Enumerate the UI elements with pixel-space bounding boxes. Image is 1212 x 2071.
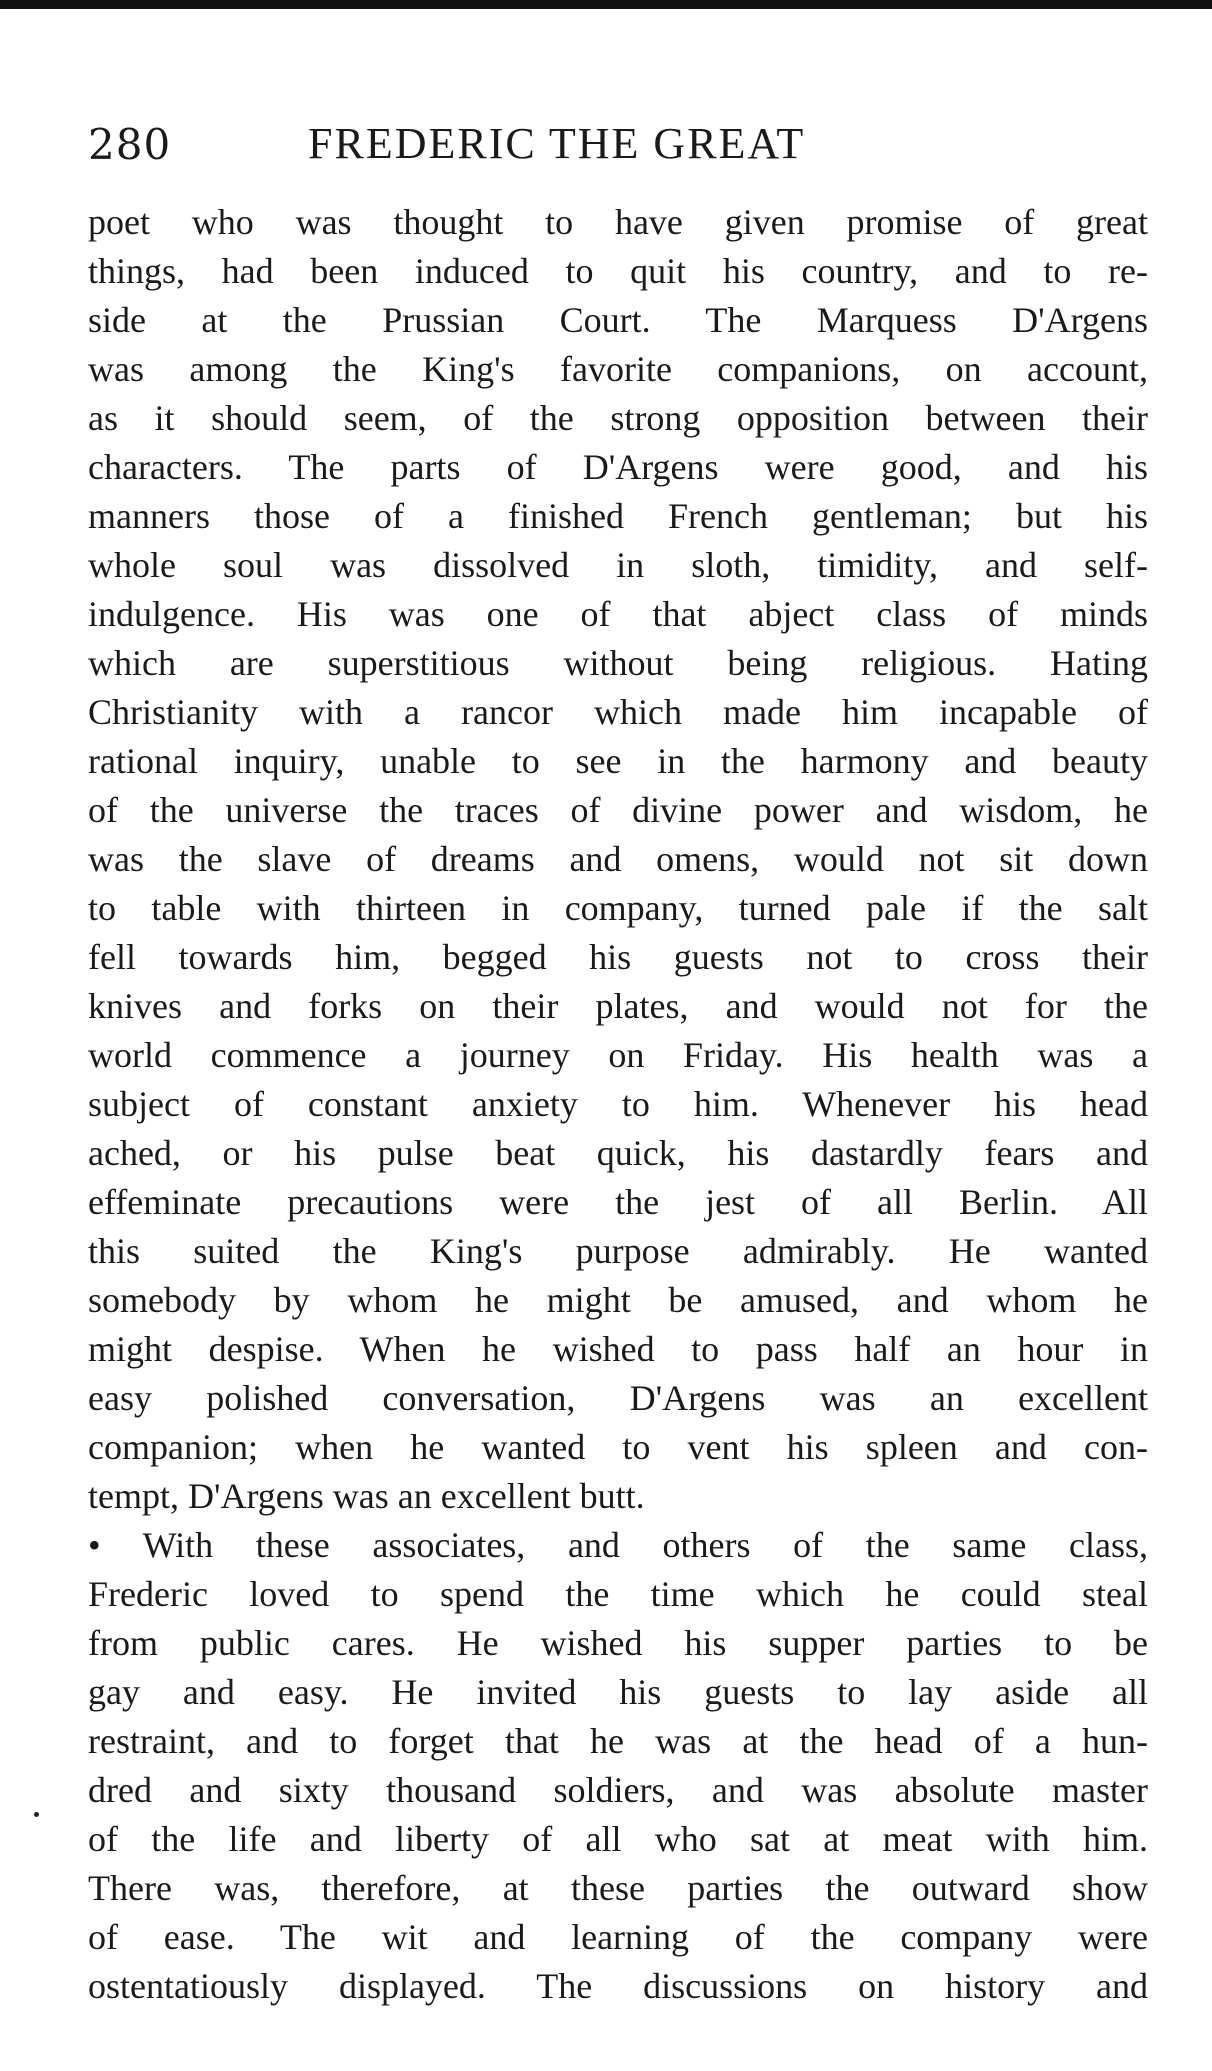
text-line: Christianity with a rancor which made him incapable of	[88, 692, 1148, 732]
text-line: manners those of a finished French gentleman; but his	[88, 496, 1148, 536]
text-line: of the universe the traces of divine power and wisdom, he	[88, 790, 1148, 830]
text-line: gay and easy. He invited his guests to lay aside all	[88, 1672, 1148, 1712]
text-line: to table with thirteen in company, turned pale if the salt	[88, 888, 1148, 928]
text-line: companion; when he wanted to vent his spleen and con-	[88, 1427, 1148, 1467]
margin-dot	[34, 1812, 39, 1817]
text-line: was the slave of dreams and omens, would not sit down	[88, 839, 1148, 879]
text-line: as it should seem, of the strong opposition between their	[88, 398, 1148, 438]
text-line: from public cares. He wished his supper parties to be	[88, 1623, 1148, 1663]
text-line: of ease. The wit and learning of the company were	[88, 1917, 1148, 1957]
text-line: things, had been induced to quit his country, and to re-	[88, 251, 1148, 291]
text-line: tempt, D'Argens was an excellent butt.	[88, 1476, 645, 1516]
page-number: 280	[88, 120, 172, 169]
text-line: dred and sixty thousand soldiers, and was absolute master	[88, 1770, 1148, 1810]
running-title: FREDERIC THE GREAT	[308, 119, 806, 168]
text-line: fell towards him, begged his guests not to cross their	[88, 937, 1148, 977]
text-line: might despise. When he wished to pass half an hour in	[88, 1329, 1148, 1369]
text-line: somebody by whom he might be amused, and whom he	[88, 1280, 1148, 1320]
text-line: this suited the King's purpose admirably. He wanted	[88, 1231, 1148, 1271]
text-line: subject of constant anxiety to him. Whenever his head	[88, 1084, 1148, 1124]
text-line: poet who was thought to have given promise of great	[88, 202, 1148, 242]
text-line: side at the Prussian Court. The Marquess D'Argens	[88, 300, 1148, 340]
body-text	[88, 198, 1148, 2011]
text-line: There was, therefore, at these parties the outward show	[88, 1868, 1148, 1908]
text-line: whole soul was dissolved in sloth, timidity, and self-	[88, 545, 1148, 585]
text-line: of the life and liberty of all who sat at meat with him.	[88, 1819, 1148, 1859]
text-line: which are superstitious without being religious. Hating	[88, 643, 1148, 683]
text-line: world commence a journey on Friday. His health was a	[88, 1035, 1148, 1075]
top-border-rule	[0, 0, 1212, 9]
text-line: ached, or his pulse beat quick, his dastardly fears and	[88, 1133, 1148, 1173]
text-line: • With these associates, and others of the same class,	[88, 1525, 1148, 1565]
text-line: easy polished conversation, D'Argens was an excellent	[88, 1378, 1148, 1418]
text-line: restraint, and to forget that he was at the head of a hun-	[88, 1721, 1148, 1761]
page-header	[88, 120, 1148, 180]
text-line: was among the King's favorite companions, on account,	[88, 349, 1148, 389]
text-line: Frederic loved to spend the time which he could steal	[88, 1574, 1148, 1614]
text-line: indulgence. His was one of that abject class of minds	[88, 594, 1148, 634]
text-line: rational inquiry, unable to see in the harmony and beauty	[88, 741, 1148, 781]
text-line: characters. The parts of D'Argens were good, and his	[88, 447, 1148, 487]
text-line: knives and forks on their plates, and would not for the	[88, 986, 1148, 1026]
text-line: ostentatiously displayed. The discussions on history and	[88, 1966, 1148, 2006]
text-line: effeminate precautions were the jest of all Berlin. All	[88, 1182, 1148, 1222]
